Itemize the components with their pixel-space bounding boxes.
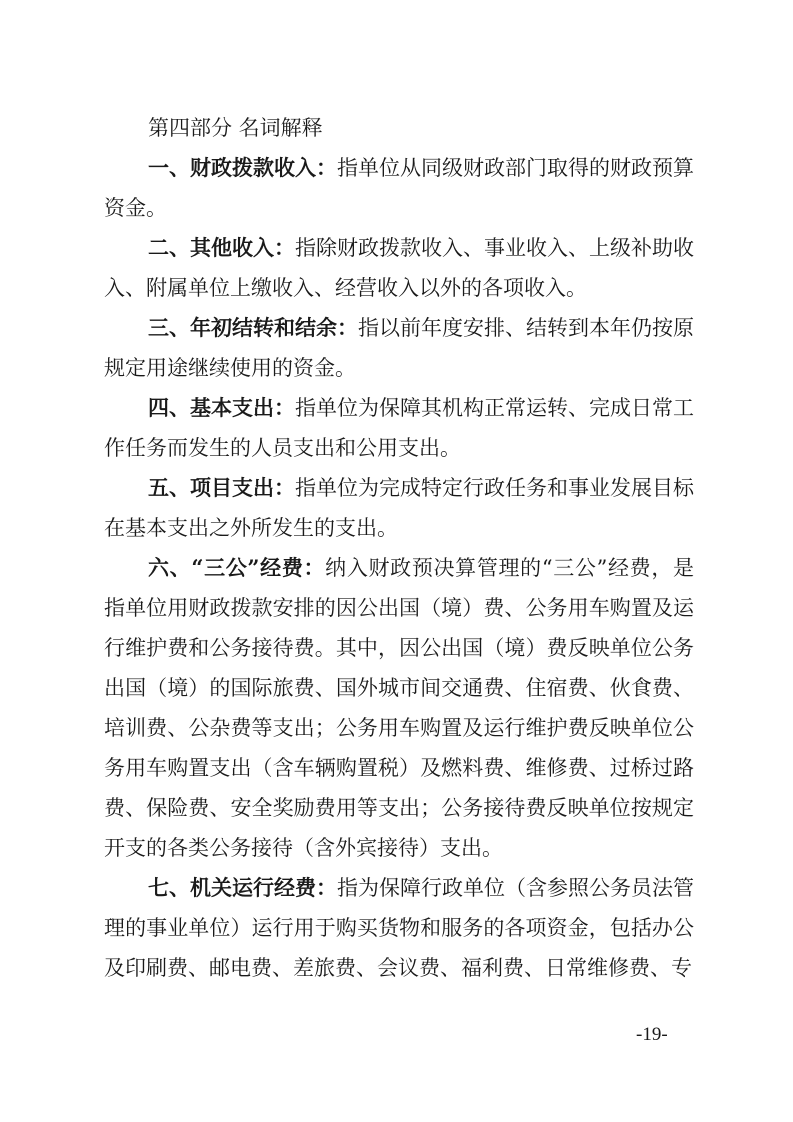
term-label: 四、基本支出： — [148, 395, 295, 420]
term-definition: 指单位为保障其机构正常运转、完成日常工作任务而发生的人员支出和公用支出。 — [104, 396, 694, 460]
definition-item-4 — [104, 388, 694, 468]
term-label: 七、机关运行经费： — [148, 875, 337, 900]
term-label: 六、“三公”经费： — [148, 555, 326, 580]
page-number: -19- — [636, 1024, 668, 1045]
definition-item-6 — [104, 548, 694, 868]
term-label: 三、年初结转和结余： — [148, 315, 358, 340]
term-label: 一、财政拨款收入： — [148, 155, 337, 180]
term-label: 五、项目支出： — [148, 475, 295, 500]
definition-item-5 — [104, 468, 694, 548]
term-definition: 指单位从同级财政部门取得的财政预算资金。 — [104, 156, 694, 220]
term-definition: 指为保障行政单位（含参照公务员法管理的事业单位）运行用于购买货物和服务的各项资金，包括办公及印刷费、邮电费、差旅费、会议费、福利费、日常维修费、专 — [104, 876, 694, 980]
term-definition: 指以前年度安排、结转到本年仍按原规定用途继续使用的资金。 — [104, 316, 694, 380]
term-definition: 指除财政拨款收入、事业收入、上级补助收入、附属单位上缴收入、经营收入以外的各项收入。 — [104, 236, 694, 300]
term-definition: 指单位为完成特定行政任务和事业发展目标在基本支出之外所发生的支出。 — [104, 476, 694, 540]
term-label: 二、其他收入： — [148, 235, 295, 260]
section-title: 第四部分 名词解释 — [148, 116, 323, 140]
definition-item-1 — [104, 148, 694, 228]
definition-item-7 — [104, 868, 694, 988]
term-definition: 纳入财政预决算管理的“三公”经费，是指单位用财政拨款安排的因公出国（境）费、公务用车购置及运行维护费和公务接待费。其中，因公出国（境）费反映单位公务出国（境）的国际旅费、国外城市间交通费、住宿费、伙食费、培训费、公杂费等支出；公务用车购置及运行维护费反映单位公务用车购置支出（含车辆购置税）及燃料费、维修费、过桥过路费、保险费、安全奖励费用等支出；公务接待费反映单位按规定开支的各类公务接待（含外宾接待）支出。 — [104, 556, 694, 860]
definition-item-3 — [104, 308, 694, 388]
definition-item-2 — [104, 228, 694, 308]
